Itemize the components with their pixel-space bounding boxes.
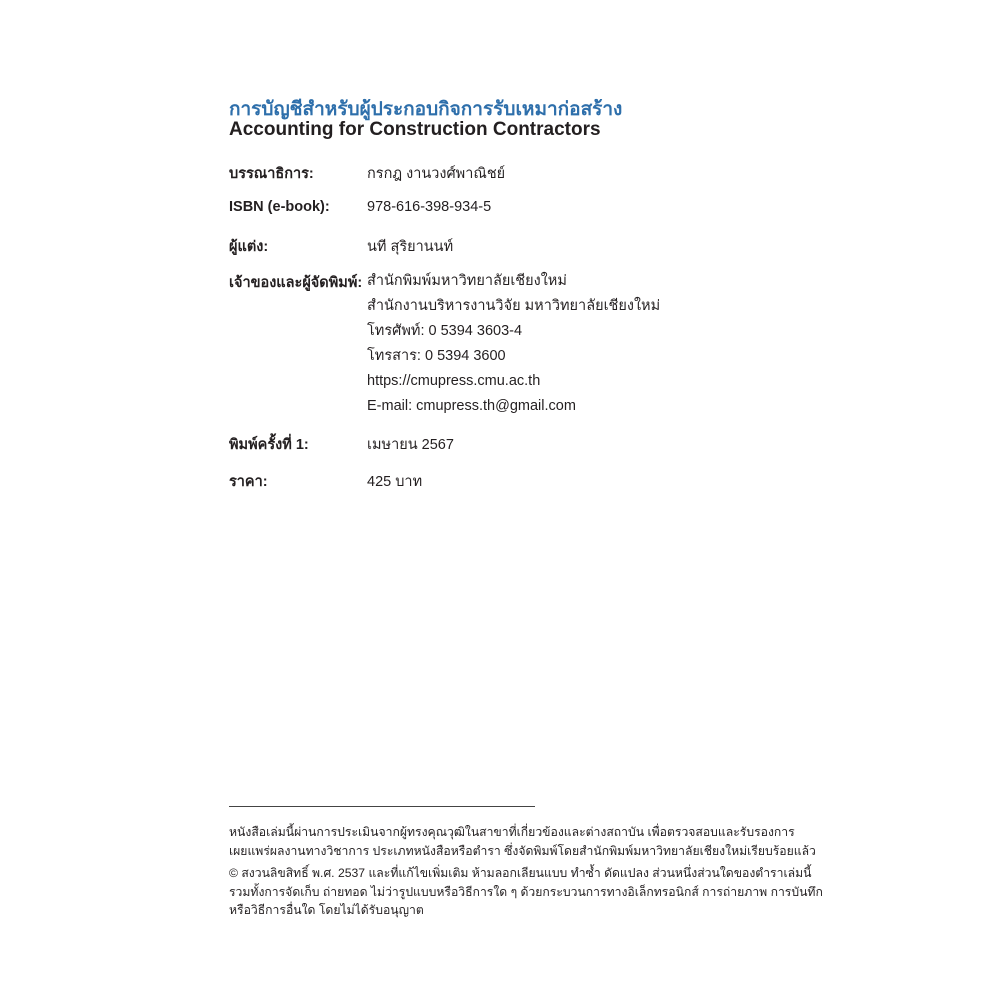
price-value: 425 บาท bbox=[367, 474, 423, 490]
isbn-label: ISBN (e-book): bbox=[229, 199, 330, 215]
editor-label: บรรณาธิการ: bbox=[229, 166, 314, 182]
edition-label: พิมพ์ครั้งที่ 1: bbox=[229, 437, 309, 453]
publisher-office: สำนักงานบริหารงานวิจัย มหาวิทยาลัยเชียงใหม่ bbox=[367, 298, 661, 314]
copyright-line: รวมทั้งการจัดเก็บ ถ่ายทอด ไม่ว่ารูปแบบหรือวิธีการใด ๆ ด้วยกระบวนการทางอิเล็กทรอนิกส์ การถ่ายภาพ การบันทึก bbox=[229, 884, 823, 899]
isbn-value: 978-616-398-934-5 bbox=[367, 199, 492, 215]
publisher-email: E-mail: cmupress.th@gmail.com bbox=[367, 398, 576, 414]
publisher-phone: โทรศัพท์: 0 5394 3603-4 bbox=[367, 323, 523, 339]
publisher-fax: โทรสาร: 0 5394 3600 bbox=[367, 348, 506, 364]
copyright-notice bbox=[229, 864, 823, 920]
author-label: ผู้แต่ง: bbox=[229, 239, 269, 255]
author-value: นที สุริยานนท์ bbox=[367, 239, 454, 255]
book-title-english: Accounting for Construction Contractors bbox=[229, 119, 601, 140]
book-title-thai: การบัญชีสำหรับผู้ประกอบกิจการรับเหมาก่อสร้าง bbox=[229, 99, 623, 120]
price-label: ราคา: bbox=[229, 474, 268, 490]
publisher-name: สำนักพิมพ์มหาวิทยาลัยเชียงใหม่ bbox=[367, 273, 567, 289]
copyright-line: หรือวิธีการอื่นใด โดยไม่ได้รับอนุญาต bbox=[229, 903, 424, 917]
publisher-website: https://cmupress.cmu.ac.th bbox=[367, 373, 541, 389]
footnote-divider bbox=[229, 806, 535, 807]
publisher-details bbox=[367, 271, 660, 421]
review-line: เผยแพร่ผลงานทางวิชาการ ประเภทหนังสือหรือตำรา ซึ่งจัดพิมพ์โดยสำนักพิมพ์มหาวิทยาลัยเชียงใหม่เรียบร้อยแล้ว bbox=[229, 843, 816, 858]
publisher-label: เจ้าของและผู้จัดพิมพ์: bbox=[229, 275, 363, 291]
edition-value: เมษายน 2567 bbox=[367, 437, 454, 453]
copyright-line: © สงวนลิขสิทธิ์ พ.ศ. 2537 และที่แก้ไขเพิ่มเติม ห้ามลอกเลียนแบบ ทำซ้ำ ดัดแปลง ส่วนหนึ่งส่วนใดของตำราเล่มนี้ bbox=[229, 866, 812, 880]
review-line: หนังสือเล่มนี้ผ่านการประเมินจากผู้ทรงคุณวุฒิในสาขาที่เกี่ยวข้องและต่างสถาบัน เพื่อตรวจสอบและรับรองการ bbox=[229, 825, 795, 839]
review-statement bbox=[229, 823, 816, 860]
editor-value: กรกฎ งานวงศ์พาณิชย์ bbox=[367, 166, 506, 182]
